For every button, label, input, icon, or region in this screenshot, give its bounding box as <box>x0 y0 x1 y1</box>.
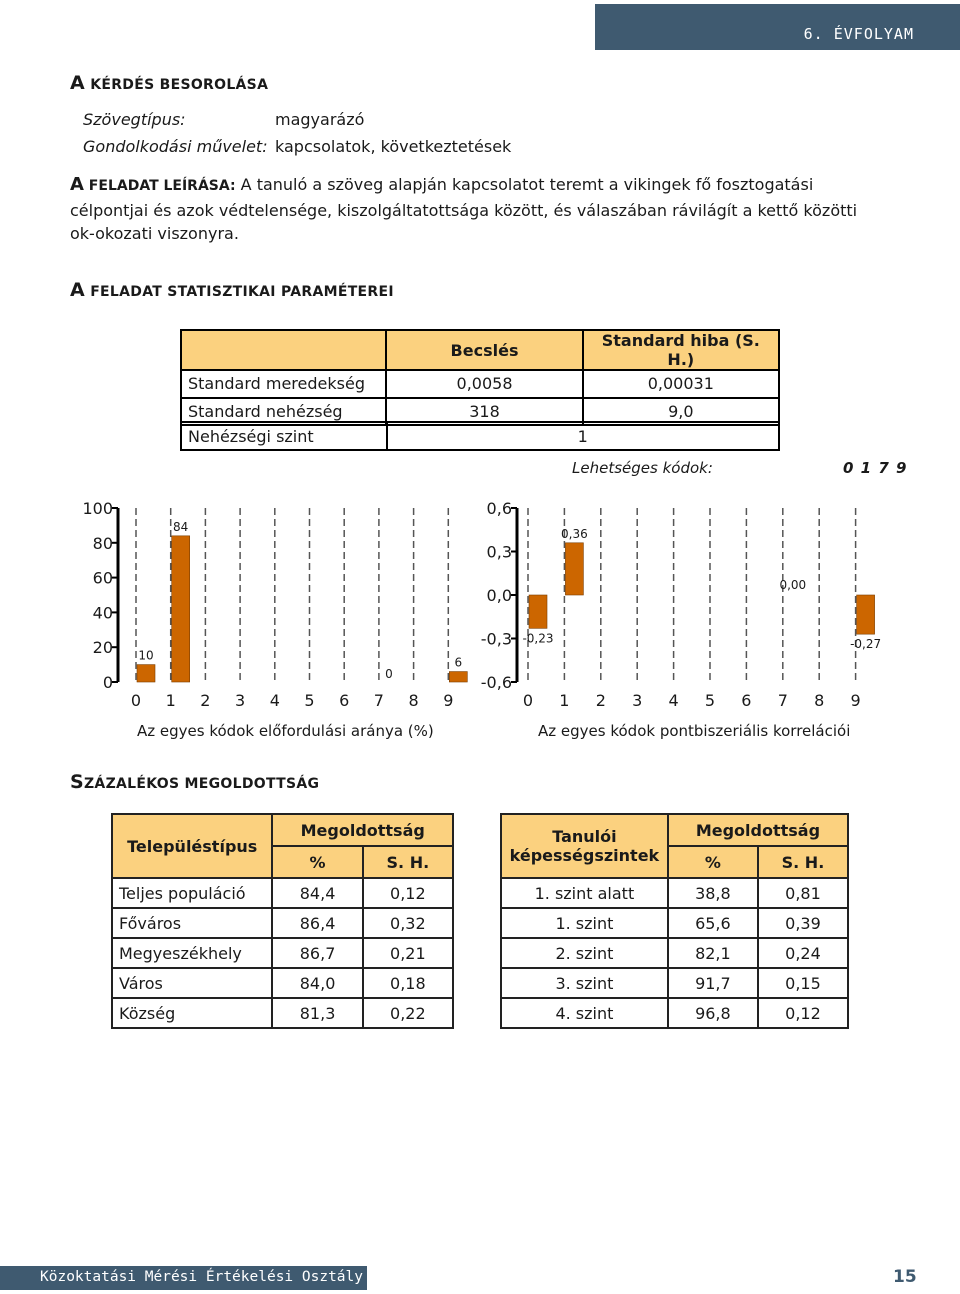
data-label: 6 <box>454 655 463 670</box>
table-row: Teljes populáció 84,4 0,12 <box>112 878 453 908</box>
parameter-table <box>180 329 780 426</box>
x-tick-label: 2 <box>595 691 606 710</box>
x-tick-label: 4 <box>668 691 679 710</box>
frequency-chart-caption: Az egyes kódok előfordulási aránya (%) <box>137 722 434 740</box>
page-number: 15 <box>893 1267 917 1287</box>
y-tick-label: 60 <box>92 568 113 588</box>
chart-svg <box>0 490 960 722</box>
x-tick-label: 4 <box>269 691 280 710</box>
col-se: Standard hiba (S. H.) <box>583 330 779 370</box>
data-label: 0,36 <box>561 526 588 541</box>
x-tick-label: 7 <box>373 691 384 710</box>
col-solved: Megoldottság <box>668 814 848 846</box>
table-row: Standard meredekség 0,0058 0,00031 <box>181 370 779 398</box>
y-tick-label: 0,3 <box>486 542 512 562</box>
x-tick-label: 6 <box>339 691 350 710</box>
data-label: -0,23 <box>522 631 554 646</box>
data-label: -0,27 <box>850 637 882 652</box>
stats-title: A FELADAT STATISZTIKAI PARAMÉTEREI <box>70 279 394 301</box>
x-tick-label: 2 <box>200 691 211 710</box>
codes-value: 0 1 7 9 <box>843 459 908 477</box>
x-tick-label: 9 <box>443 691 454 710</box>
y-tick-label: 0,6 <box>486 499 512 518</box>
table-row: Város 84,0 0,18 <box>112 968 453 998</box>
solution-title: SZÁZALÉKOS MEGOLDOTTSÁG <box>70 771 320 793</box>
x-tick-label: 5 <box>704 691 716 710</box>
data-label: 0 <box>385 667 393 681</box>
footer-org: Közoktatási Mérési Értékelési Osztály <box>40 1269 364 1285</box>
y-tick-label: -0,6 <box>480 673 512 692</box>
x-tick-label: 8 <box>408 691 419 710</box>
correlation-chart-caption: Az egyes kódok pontbiszeriális korrelációi <box>538 722 851 740</box>
table-row: Község 81,3 0,22 <box>112 998 453 1028</box>
parameter-table-corner <box>181 330 386 370</box>
x-tick-label: 3 <box>235 691 246 710</box>
settlement-table <box>111 813 454 1029</box>
task-title: A FELADAT LEÍRÁSA: <box>70 174 236 195</box>
col-solved: Megoldottság <box>272 814 453 846</box>
y-tick-label: 0,0 <box>486 586 512 605</box>
table-row: Standard nehézség 318 9,0 <box>181 398 779 426</box>
table-row: Megyeszékhely 86,7 0,21 <box>112 938 453 968</box>
correlation-chart <box>0 490 960 726</box>
table-row: Főváros 86,4 0,32 <box>112 908 453 938</box>
table-row: 3. szint 91,7 0,15 <box>501 968 848 998</box>
codes-label: Lehetséges kódok: <box>572 459 713 477</box>
col-se: S. H. <box>758 846 848 878</box>
y-tick-label: 0 <box>102 673 113 692</box>
data-label: 84 <box>173 519 189 534</box>
data-label: 10 <box>138 648 154 663</box>
col-se: S. H. <box>363 846 453 878</box>
table-row: 4. szint 96,8 0,12 <box>501 998 848 1028</box>
col-ability-level: Tanulói képességszintek <box>501 814 668 878</box>
x-tick-label: 3 <box>632 691 643 710</box>
task-description: A FELADAT LEÍRÁSA: A tanuló a szöveg alapján kapcsolatot teremt a vikingek fő fosztogatási célpontjai és azok védtelensége, kiszolgáltatottsága között, és válaszában rávilágít a kettő közötti ok-okozati viszonyra. <box>70 174 858 243</box>
x-tick-label: 1 <box>165 691 176 710</box>
difficulty-value: 1 <box>387 422 779 450</box>
y-tick-label: -0,3 <box>480 629 512 649</box>
x-tick-label: 9 <box>850 691 861 710</box>
footer-band <box>0 1266 367 1290</box>
data-label: 0,00 <box>779 578 807 592</box>
classification-title: A KÉRDÉS BESOROLÁSA <box>70 72 269 94</box>
y-tick-label: 80 <box>92 533 113 553</box>
x-tick-label: 7 <box>777 691 788 710</box>
bar <box>565 543 583 595</box>
col-pct: % <box>668 846 758 878</box>
col-settlement-type: Településtípus <box>112 814 272 878</box>
x-tick-label: 5 <box>304 691 315 710</box>
difficulty-label: Nehézségi szint <box>181 422 387 450</box>
x-tick-label: 0 <box>522 691 534 710</box>
grade-label: 6. ÉVFOLYAM <box>803 25 914 43</box>
x-tick-label: 6 <box>741 691 752 710</box>
x-tick-label: 0 <box>130 691 142 710</box>
x-tick-label: 1 <box>559 691 570 710</box>
difficulty-table <box>180 421 780 451</box>
y-tick-label: 20 <box>92 638 113 658</box>
table-row: 1. szint alatt 38,8 0,81 <box>501 878 848 908</box>
y-tick-label: 100 <box>82 499 113 518</box>
col-estimate: Becslés <box>386 330 582 370</box>
ability-level-table <box>500 813 849 1029</box>
header-band <box>595 4 960 50</box>
x-tick-label: 8 <box>814 691 825 710</box>
col-pct: % <box>272 846 362 878</box>
bar <box>529 595 547 628</box>
table-row: 1. szint 65,6 0,39 <box>501 908 848 938</box>
table-row: 2. szint 82,1 0,24 <box>501 938 848 968</box>
bar <box>857 595 875 634</box>
y-tick-label: 40 <box>92 603 113 623</box>
